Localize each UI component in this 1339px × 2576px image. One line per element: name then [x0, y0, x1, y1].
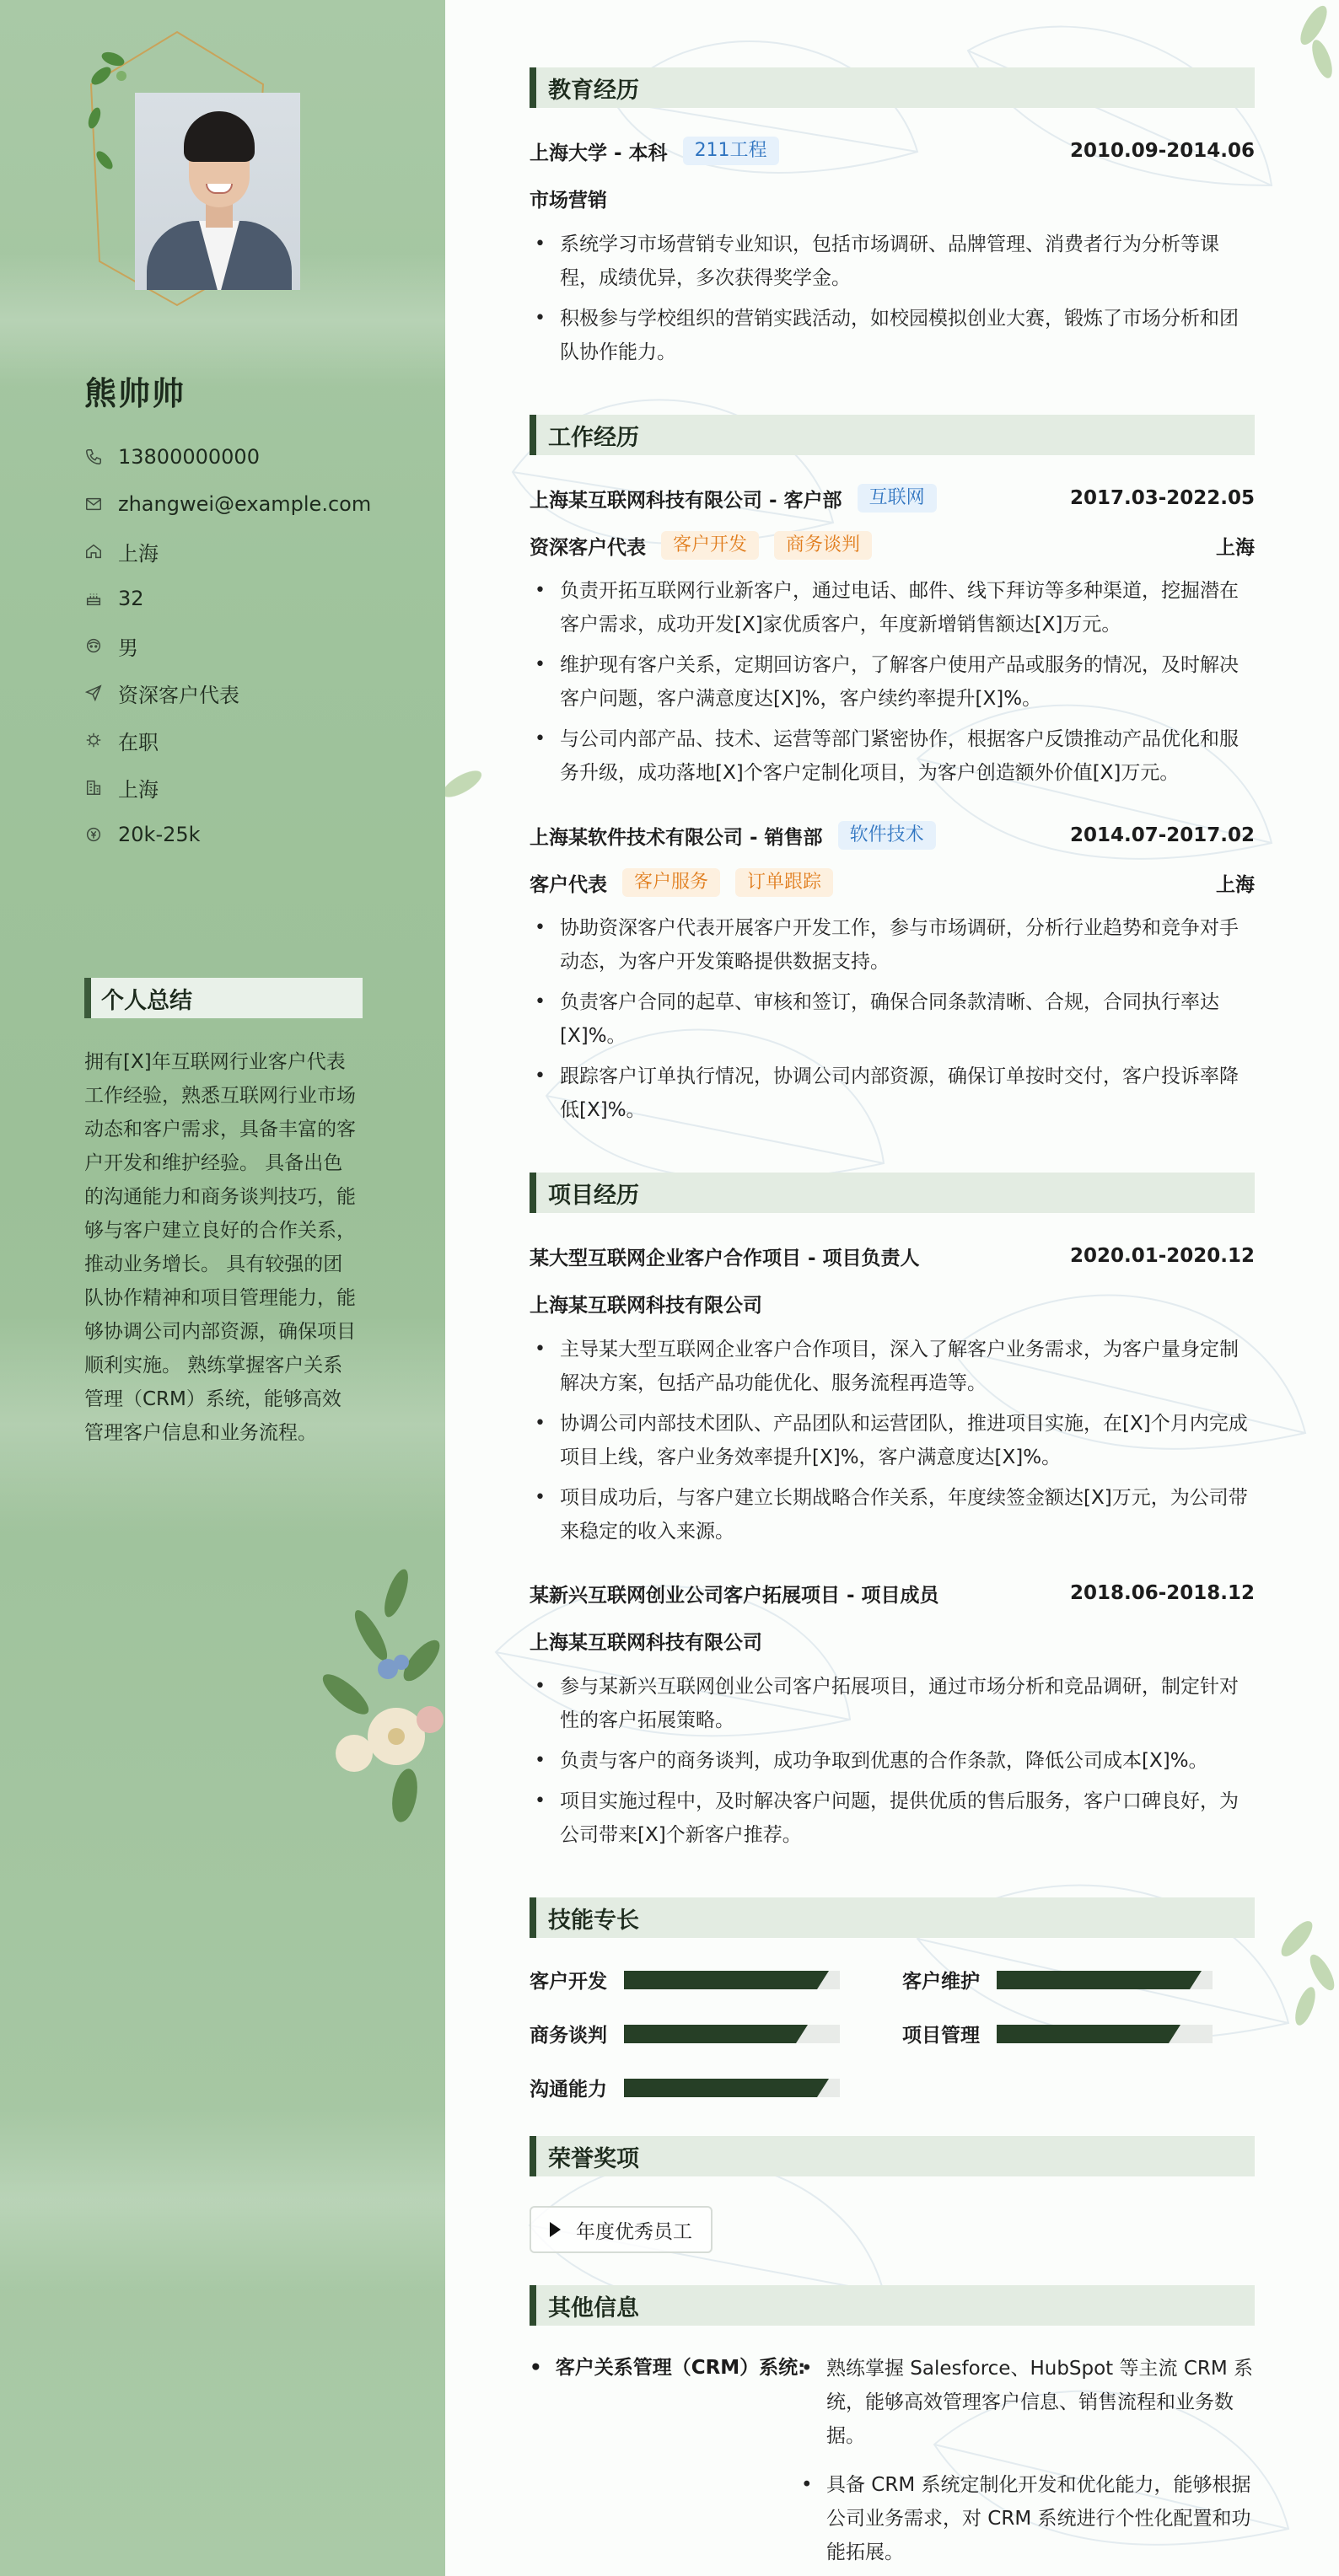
other-lead: • 客户关系管理（CRM）系统:: [530, 2352, 805, 2380]
skill-bar: [624, 2025, 840, 2043]
list-item: • 负责开拓互联网行业新客户，通过电话、邮件、线下拜访等多种渠道，挖掘潜在客户需求，成功开发[X]家优质客户，年度新增销售额达[X]万元。: [530, 574, 1255, 641]
info-text: 男: [118, 636, 138, 660]
skill-bar: [624, 2079, 840, 2097]
skill-label: 客户维护: [902, 1971, 980, 1993]
list-item: • 维护现有客户关系，定期回访客户，了解客户使用产品或服务的情况，及时解决客户问题，客户满意度达[X]%，客户续约率提升[X]%。: [530, 648, 1255, 716]
info-text: 32: [118, 587, 144, 610]
info-text: 上海: [118, 541, 159, 566]
summary-heading: 个人总结: [84, 978, 363, 1018]
education-row: [530, 136, 1255, 166]
skill-bar: [997, 1971, 1213, 1989]
info-item-status: [84, 716, 371, 764]
info-item-phone: [84, 433, 371, 480]
industry-tag: 软件技术: [838, 821, 936, 850]
list-item: • 协调公司内部技术团队、产品团队和运营团队，推进项目实施，在[X]个月内完成项目上线，客户业务效率提升[X]%，客户满意度达[X]%。: [530, 1407, 1255, 1474]
skill-label: 客户开发: [530, 1971, 607, 1993]
main-content: [445, 0, 1339, 2576]
info-text: 13800000000: [118, 445, 260, 469]
project-org: 上海某互联网科技有限公司: [530, 1631, 762, 1654]
skill-bar-fill: [997, 2025, 1169, 2043]
major-name: 市场营销: [530, 189, 607, 212]
skill-label: 沟通能力: [530, 2079, 607, 2101]
section-heading-honors: 荣誉奖项: [530, 2136, 1255, 2176]
project-row: [530, 1578, 1255, 1608]
list-item: • 协助资深客户代表开展客户开发工作，参与市场调研，分析行业趋势和竞争对手动态，为客户开发策略提供数据支持。: [530, 911, 1255, 979]
role-title: 客户代表: [530, 873, 607, 896]
home-icon: [84, 542, 103, 561]
project-bullets: [530, 1670, 1255, 1859]
info-text: 20k-25k: [118, 823, 201, 846]
mail-icon: [84, 495, 103, 513]
info-item-position: [84, 669, 371, 716]
salary-icon: [84, 825, 103, 844]
project-row: [530, 1241, 1255, 1271]
list-item: • 项目实施过程中，及时解决客户问题，提供优质的售后服务，客户口碑良好，为公司带来[X]个新客户推荐。: [530, 1784, 1255, 1852]
school-tag: 211工程: [683, 137, 779, 165]
job-dates: 2017.03-2022.05: [1069, 487, 1255, 509]
summary-text: 拥有[X]年互联网行业客户代表工作经验，熟悉互联网行业市场动态和客户需求，具备丰富的客户开发和维护经验。 具备出色的沟通能力和商务谈判技巧，能够与客户建立良好的合作关系，推动业务增长。 具有较强的团队协作精神和项目管理能力，能够协调公司内部资源，确保项目顺利实施。 熟练掌握客户关系管理（CRM）系统，能够高效管理客户信息和业务流程。: [84, 1051, 356, 1444]
skill-item: [902, 1966, 1213, 1994]
list-item: • 与公司内部产品、技术、运营等部门紧密协作，根据客户反馈推动产品优化和服务升级，成功落地[X]个客户定制化项目，为客户创造额外价值[X]万元。: [530, 722, 1255, 790]
skill-tag: 订单跟踪: [735, 868, 833, 897]
list-item-text: 具备 CRM 系统定制化开发和优化能力，能够根据公司业务需求，对 CRM 系统进行个性化配置和功能拓展。: [826, 2474, 1251, 2563]
skill-tag: 客户开发: [661, 531, 759, 560]
skill-bar-fill: [624, 2079, 817, 2097]
project-dates: 2018.06-2018.12: [1069, 1582, 1255, 1604]
project-dates: 2020.01-2020.12: [1069, 1245, 1255, 1267]
list-item: • 系统学习市场营销专业知识，包括市场调研、品牌管理、消费者行为分析等课程，成绩优异，多次获得奖学金。: [530, 228, 1255, 295]
role-row: [530, 530, 1255, 561]
play-icon: [550, 2222, 561, 2237]
award-text: 年度优秀员工: [576, 2220, 692, 2243]
project-name: 某大型互联网企业客户合作项目 - 项目负责人: [530, 1247, 920, 1269]
info-text: 资深客户代表: [118, 683, 239, 707]
skill-bar-fill: [624, 1971, 817, 1989]
job-city: 上海: [1216, 873, 1255, 896]
skill-tag: 客户服务: [622, 868, 720, 897]
job-dates: 2014.07-2017.02: [1069, 824, 1255, 846]
job-bullets: [530, 911, 1255, 1134]
info-text: 上海: [118, 777, 159, 802]
info-item-salary: [84, 811, 371, 858]
skill-bar-fill: [624, 2025, 796, 2043]
company-name: 上海某软件技术有限公司 - 销售部: [530, 826, 823, 849]
watercolor-wash: [0, 2107, 445, 2293]
skill-item: [530, 2074, 840, 2101]
info-item-city: [84, 764, 371, 811]
avatar: [135, 93, 300, 290]
candidate-name: 熊帅帅: [84, 375, 186, 412]
job-row: [530, 483, 1255, 513]
job-bullets: [530, 574, 1255, 797]
industry-tag: 互联网: [858, 484, 937, 513]
info-text: zhangwei@example.com: [118, 492, 372, 516]
skill-item: [902, 2020, 1213, 2047]
info-text: 在职: [118, 730, 159, 754]
flower-decoration-icon: [295, 1568, 445, 1838]
skill-item: [530, 1966, 840, 1994]
education-bullets: [530, 228, 1255, 376]
avatar-frame: [51, 25, 278, 337]
info-item-gender: [84, 622, 371, 669]
list-item: • 负责客户合同的起草、审核和签订，确保合同条款清晰、合规，合同执行率达[X]%。: [530, 985, 1255, 1053]
sidebar: [0, 0, 445, 2576]
list-item: • 项目成功后，与客户建立长期战略合作关系，年度续签金额达[X]万元，为公司带来稳定的收入来源。: [530, 1481, 1255, 1548]
list-item: • 负责与客户的商务谈判，成功争取到优惠的合作条款，降低公司成本[X]%。: [530, 1744, 1255, 1778]
list-item: • 跟踪客户订单执行情况，协调公司内部资源，确保订单按时交付，客户投诉率降低[X]%。: [530, 1060, 1255, 1127]
section-heading-work: 工作经历: [530, 415, 1255, 455]
list-item-text: 熟练掌握 Salesforce、HubSpot 等主流 CRM 系统，能够高效管理客户信息、销售流程和业务数据。: [826, 2358, 1254, 2447]
status-icon: [84, 731, 103, 749]
school-name: 上海大学 - 本科: [530, 142, 668, 164]
skill-label: 项目管理: [902, 2025, 980, 2047]
section-heading-other: 其他信息: [530, 2285, 1255, 2326]
major-row: [530, 183, 1255, 213]
section-heading-skills: 技能专长: [530, 1897, 1255, 1938]
age-icon: [84, 589, 103, 608]
info-item-email: [84, 480, 371, 528]
list-item: • 主导某大型互联网企业客户合作项目，深入了解客户业务需求，为客户量身定制解决方案，包括产品功能优化、服务流程再造等。: [530, 1333, 1255, 1400]
company-name: 上海某互联网科技有限公司 - 客户部: [530, 489, 842, 512]
phone-icon: [84, 448, 103, 466]
skill-bar: [624, 1971, 840, 1989]
project-org-row: [530, 1625, 1255, 1656]
job-city: 上海: [1216, 536, 1255, 559]
section-heading-education: 教育经历: [530, 67, 1255, 108]
info-item-location: [84, 528, 371, 575]
list-item: • 参与某新兴互联网创业公司客户拓展项目，通过市场分析和竞品调研，制定针对性的客户拓展策略。: [530, 1670, 1255, 1737]
section-heading-projects: 项目经历: [530, 1173, 1255, 1213]
other-bullets: [826, 2352, 1255, 2576]
job-row: [530, 820, 1255, 851]
skill-bar-fill: [997, 1971, 1190, 1989]
skill-item: [530, 2020, 840, 2047]
send-icon: [84, 684, 103, 702]
gender-icon: [84, 636, 103, 655]
project-name: 某新兴互联网创业公司客户拓展项目 - 项目成员: [530, 1584, 939, 1607]
education-dates: 2010.09-2014.06: [1069, 140, 1255, 162]
list-item: [826, 2468, 1255, 2569]
skill-label: 商务谈判: [530, 2025, 607, 2047]
info-item-age: [84, 575, 371, 622]
project-org-row: [530, 1288, 1255, 1318]
project-org: 上海某互联网科技有限公司: [530, 1294, 762, 1317]
list-item: • 积极参与学校组织的营销实践活动，如校园模拟创业大赛，锻炼了市场分析和团队协作能力。: [530, 302, 1255, 369]
skill-bar: [997, 2025, 1213, 2043]
list-item: [826, 2352, 1255, 2453]
award-item: [530, 2206, 713, 2253]
city-icon: [84, 778, 103, 797]
role-row: [530, 867, 1255, 898]
role-title: 资深客户代表: [530, 536, 646, 559]
project-bullets: [530, 1333, 1255, 1555]
skill-tag: 商务谈判: [774, 531, 872, 560]
contact-info-list: [84, 433, 371, 858]
